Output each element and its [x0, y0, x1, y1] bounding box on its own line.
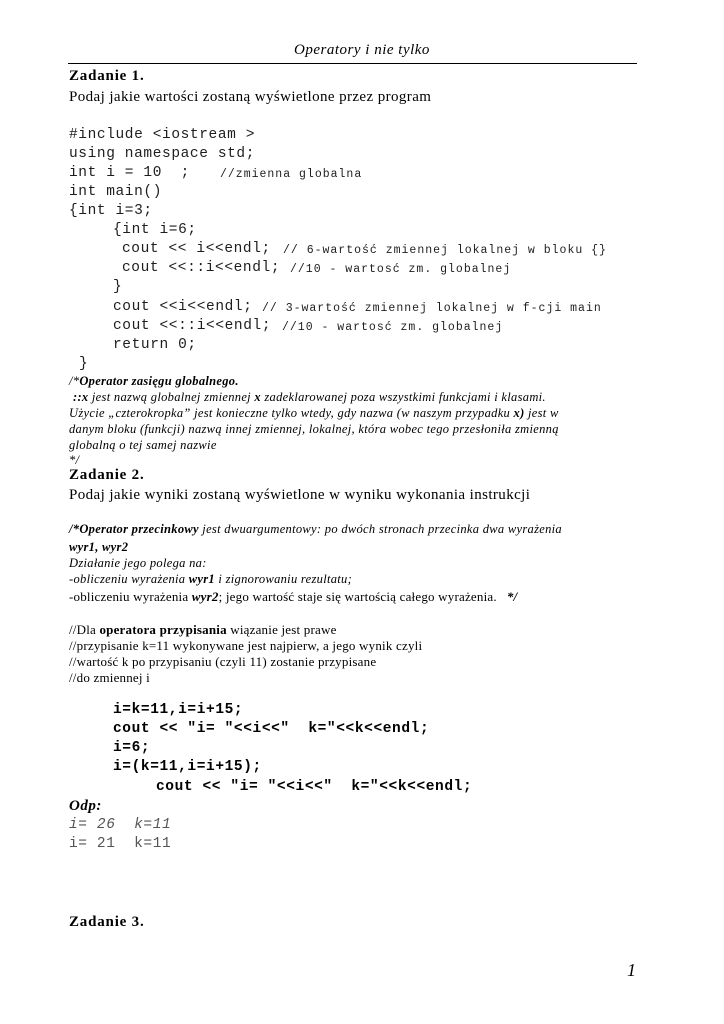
note-line [69, 374, 239, 389]
task3-heading: Zadanie 3. [69, 914, 145, 930]
note-line [69, 589, 517, 605]
code-line: i=6; [113, 740, 151, 756]
note-text: i zignorowaniu rezultatu; [214, 572, 353, 586]
code-line: i=(k=11,i=i+15); [113, 759, 262, 775]
comment-bold: operatora przypisania [99, 622, 227, 637]
note-text: zadeklarowanej poza wszystkimi funkcjami i klasami. [260, 390, 546, 404]
note-line [69, 572, 352, 587]
running-header: Operatory i nie tylko [294, 42, 430, 58]
code-line: #include <iostream > [69, 127, 256, 143]
note-text: jest dwuargumentowy: po dwóch stronach przecinka dwa wyrażenia [198, 522, 562, 536]
comment-text: //Dla [69, 622, 100, 637]
note-title: Operator przecinkowy [79, 522, 199, 536]
note-line: globalną o tej samej nazwie [69, 438, 217, 452]
code-line: i=k=11,i=i+15; [113, 702, 244, 718]
code-line: int i = 10 ; [69, 165, 190, 181]
task1-heading: Zadanie 1. [69, 68, 145, 84]
task1-prompt: Podaj jakie wartości zostaną wyświetlone przez program [69, 89, 432, 105]
note-expression: wyr1 [188, 572, 215, 586]
note-close: */ [69, 453, 80, 467]
note-text: ; jego wartość staje się wartością całego wyrażenia. [218, 589, 497, 604]
code-line: using namespace std; [69, 146, 256, 162]
comment-line [69, 622, 337, 638]
code-line: {int i=3; [69, 203, 153, 219]
header-rule [68, 63, 637, 64]
note-title: Operator zasięgu globalnego. [79, 374, 239, 388]
note-text: -obliczeniu wyrażenia [69, 589, 192, 604]
note-text: jest w [524, 406, 559, 420]
note-open: /* [69, 522, 80, 536]
note-expressions: wyr1, wyr2 [69, 540, 129, 554]
code-line: } [79, 356, 89, 372]
note-variable: x [254, 390, 261, 404]
task2-heading: Zadanie 2. [69, 467, 145, 483]
note-line [69, 540, 128, 555]
answer-label: Odp: [69, 798, 102, 814]
code-line: cout <<::i<<endl; [113, 318, 272, 334]
code-line: cout << "i= "<<i<<" k="<<k<<endl; [113, 721, 430, 737]
code-comment: //10 - wartosć zm. globalnej [282, 321, 504, 334]
answer-line: i= 26 k=11 [69, 817, 172, 833]
note-operator: ::x [73, 390, 89, 404]
note-text: jest nazwą globalnej zmiennej [88, 390, 255, 404]
note-open: /* [69, 374, 80, 388]
note-expression: wyr2 [191, 589, 219, 604]
note-text: Użycie „czterokropka” jest konieczne tylko wtedy, gdy nazwa (w naszym przypadku [69, 406, 514, 420]
code-line: return 0; [113, 337, 197, 353]
comment-line: //przypisanie k=11 wykonywane jest najpierw, a jego wynik czyli [69, 638, 423, 653]
code-comment: // 6-wartość zmiennej lokalnej w bloku {} [283, 244, 607, 257]
code-line: {int i=6; [113, 222, 197, 238]
page-number: 1 [627, 960, 636, 980]
code-line: cout <<i<<endl; [113, 299, 253, 315]
code-line: cout << "i= "<<i<<" k="<<k<<endl; [156, 779, 473, 795]
code-line: cout << i<<endl; [122, 241, 271, 257]
note-line [69, 522, 562, 537]
note-line [73, 390, 546, 405]
note-line [69, 406, 559, 421]
code-line: int main() [69, 184, 163, 200]
code-comment: //zmienna globalna [220, 168, 363, 181]
code-comment: // 3-wartość zmiennej lokalnej w f-cji main [262, 302, 602, 315]
note-line: Działanie jego polega na: [69, 556, 207, 570]
note-line: danym bloku (funkcji) nazwą innej zmiennej, lokalnej, która wobec tego przesłoniła zmienną [69, 422, 559, 436]
note-text: -obliczeniu wyrażenia [69, 572, 189, 586]
answer-line: i= 21 k=11 [69, 836, 172, 852]
comment-text: wiązanie jest prawe [226, 622, 337, 637]
code-comment: //10 - wartosć zm. globalnej [290, 263, 512, 276]
task2-prompt: Podaj jakie wyniki zostaną wyświetlone w wyniku wykonania instrukcji [69, 487, 531, 503]
comment-line: //do zmiennej i [69, 670, 150, 685]
code-line: cout <<::i<<endl; [122, 260, 281, 276]
note-variable: x) [513, 406, 525, 420]
note-close: */ [506, 589, 518, 604]
comment-line: //wartość k po przypisaniu (czyli 11) zostanie przypisane [69, 654, 377, 669]
code-line: } [113, 279, 123, 295]
